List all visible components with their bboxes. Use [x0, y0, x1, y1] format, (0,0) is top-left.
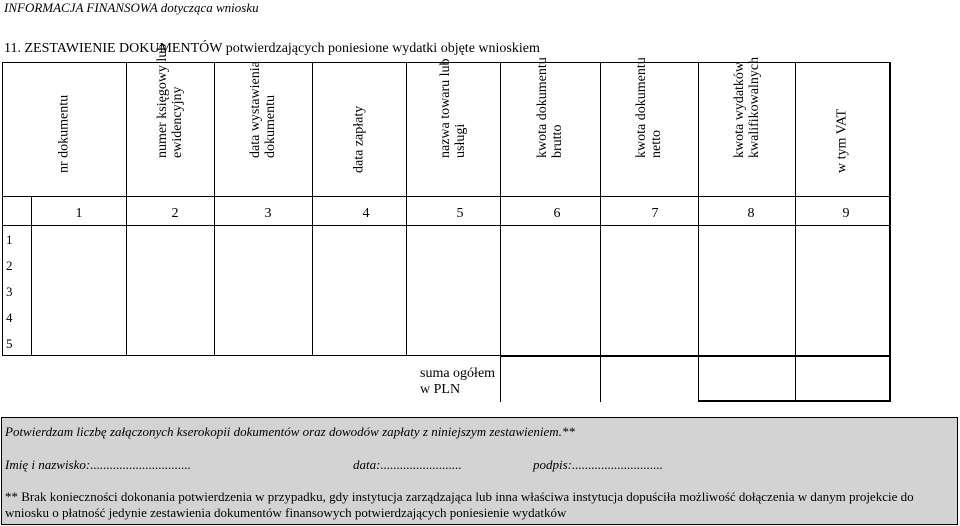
column-header-label: kwota dokumentu netto: [634, 57, 664, 158]
signature-field[interactable]: podpis:............................: [533, 457, 663, 472]
column-header-label: data zapłaty: [351, 105, 367, 173]
document-header: INFORMACJA FINANSOWA dotycząca wniosku: [4, 0, 259, 15]
row-number: 3: [6, 284, 13, 299]
row-number: 4: [6, 310, 13, 325]
column-number: 8: [747, 206, 755, 221]
column-header-label: kwota dokumentu brutto: [535, 57, 565, 158]
column-header-payment-date: [312, 62, 406, 196]
column-number: 7: [651, 206, 659, 221]
column-header-gross: [500, 57, 600, 196]
column-header-doc-number: [2, 62, 126, 196]
column-number: 4: [362, 206, 370, 221]
row-number: 1: [6, 232, 13, 247]
column-header-label: nr dokumentu: [56, 94, 72, 173]
column-header-net: [600, 57, 698, 196]
column-header-eligible: [698, 56, 795, 196]
date-field[interactable]: data:.........................: [353, 457, 462, 472]
column-number: 6: [553, 206, 561, 221]
sum-label-line2: w PLN: [420, 382, 461, 397]
confirmation-text: Potwierdzam liczbę załączonych kserokopii dokumentów oraz dowodów zapłaty z niniejszym zestawieniem.**: [5, 424, 575, 439]
column-header-accounting-number: [126, 43, 214, 196]
column-header-label: kwota wydatków kwalifikowalnych: [731, 56, 762, 158]
sum-label-line1: suma ogółem: [420, 366, 496, 381]
row-number: 2: [6, 258, 13, 273]
confirmation-box: [1, 417, 958, 525]
section-title: 11. ZESTAWIENIE DOKUMENTÓW potwierdzających poniesione wydatki objęte wnioskiem: [4, 41, 540, 56]
sum-total-label: [420, 366, 495, 398]
column-header-label: data wystawienia dokumentu: [248, 61, 278, 158]
column-header-issue-date: [214, 62, 312, 196]
column-header-label: numer księgowy lub ewidencyjny: [155, 43, 185, 158]
column-number: 5: [456, 206, 464, 221]
footnote: ** Brak konieczności dokonania potwierdzenia w przypadku, gdy instytucja zarządzająca lub inna właściwa instytucja dopuściła możliwość dołączenia w danym projekcie do wniosku o płatność jedynie zestawienia dokumentów finansowych potwierdzających poniesienie wydatków: [5, 489, 914, 520]
row-number: 5: [6, 336, 13, 351]
column-header-item-name: [406, 58, 500, 196]
column-header-label: nazwa towaru lub usługi: [438, 58, 468, 158]
column-number: 3: [264, 206, 272, 221]
name-field[interactable]: Imię i nazwisko:...............................: [5, 457, 191, 472]
column-number: 1: [75, 206, 83, 221]
column-number: 9: [842, 206, 850, 221]
column-header-label: w tym VAT: [834, 108, 850, 173]
column-number: 2: [171, 206, 179, 221]
column-header-vat: [795, 62, 889, 196]
